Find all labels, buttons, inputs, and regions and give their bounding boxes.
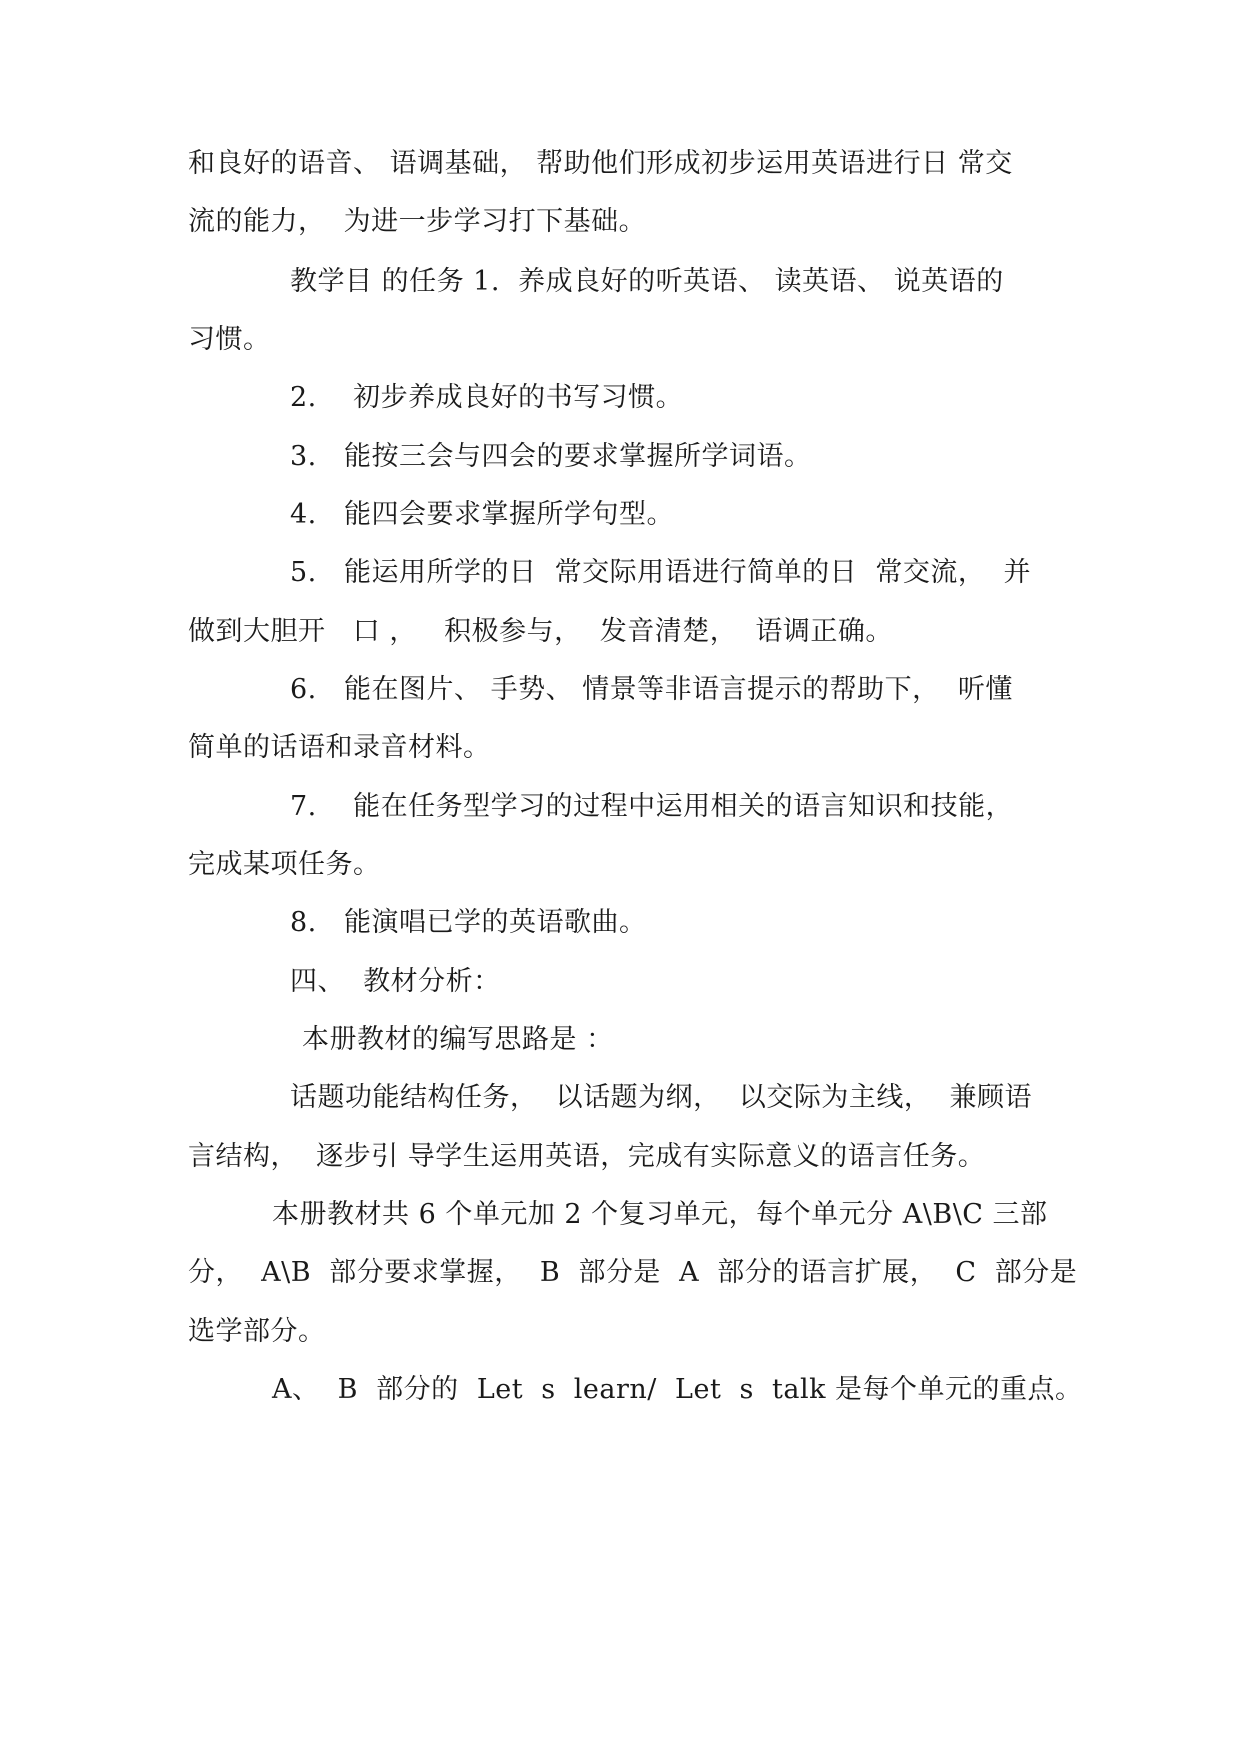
text-line-17: 话题功能结构任务， 以话题为纲， 以交际为主线， 兼顾语 — [290, 1082, 1032, 1113]
text-line-2: 流的能力， 为进一步学习打下基础。 — [188, 206, 647, 237]
text-line-4: 习惯。 — [188, 324, 271, 355]
section-heading: 四、 教材分析： — [290, 966, 501, 997]
list-item-8: 8. 能演唱已学的英语歌曲。 — [290, 907, 647, 938]
list-item-3: 3. 能按三会与四会的要求掌握所学词语。 — [290, 441, 812, 472]
list-item-4: 4. 能四会要求掌握所学句型。 — [290, 499, 675, 530]
text-line-18: 言结构， 逐步引 导学生运用英语，完成有实际意义的语言任务。 — [188, 1141, 986, 1172]
list-item-7: 7. 能在任务型学习的过程中运用相关的语言知识和技能， — [290, 791, 1014, 822]
text-line-22: A、 B 部分的 Let s learn/ Let s talk 是每个单元的重点。 — [272, 1374, 1083, 1405]
list-item-6: 6. 能在图片、 手势、 情景等非语言提示的帮助下， 听懂 — [290, 674, 1013, 705]
text-line-1: 和良好的语音、 语调基础， 帮助他们形成初步运用英语进行日 常交 — [188, 148, 1013, 179]
text-line-16: 本册教材的编写思路是 ： — [302, 1024, 614, 1055]
list-item-5: 5. 能运用所学的日 常交际用语进行简单的日 常交流， 并 — [290, 557, 1032, 588]
text-line-3: 教学目 的任务 1. 养成良好的听英语、 读英语、 说英语的 — [290, 266, 1004, 297]
list-item-6-cont: 简单的话语和录音材料。 — [188, 732, 491, 763]
text-line-21: 选学部分。 — [188, 1316, 326, 1347]
list-item-7-cont: 完成某项任务。 — [188, 849, 381, 880]
list-item-2: 2. 初步养成良好的书写习惯。 — [290, 382, 684, 413]
text-line-20: 分， A\B 部分要求掌握， B 部分是 A 部分的语言扩展， C 部分是 — [188, 1257, 1078, 1288]
list-item-5-cont: 做到大胆开 口 ， 积极参与， 发音清楚， 语调正确。 — [188, 616, 893, 647]
text-line-19: 本册教材共 6 个单元加 2 个复习单元，每个单元分 A\B\C 三部 — [272, 1199, 1048, 1230]
